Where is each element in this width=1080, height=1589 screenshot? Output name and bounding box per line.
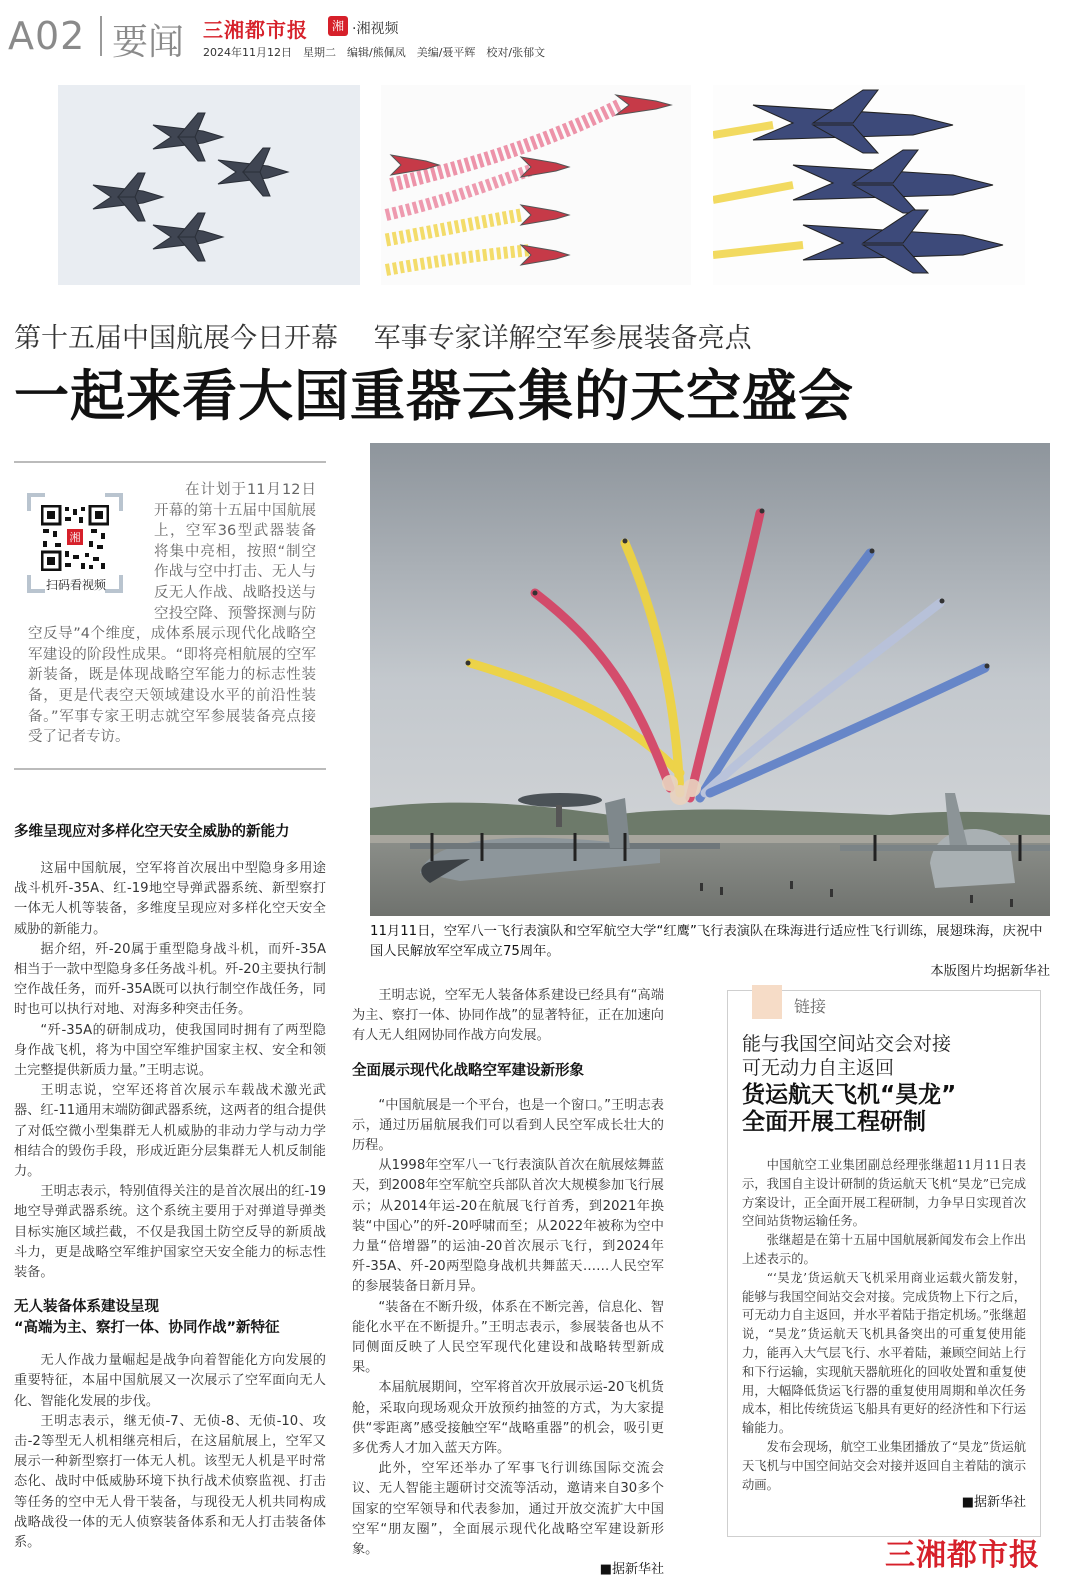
sidebar-headline-line1: 货运航天飞机“昊龙” (742, 1082, 957, 1108)
paragraph: 从1998年空军八一飞行表演队首次在航展炫舞蓝天，到2008年空军航空兵部队首次大规模参加飞行展示；从2014年运-20在航展飞行首秀，到2021年换装“中国心”的歼-20呼啸而至；从2022年被称为空中力量“倍增器”的运油-20首次展示飞行，到2024年歼-35A、歼-20两型隐身战机共舞蓝天……人民空军的参展装备日新月异。 (352, 1158, 664, 1295)
subhead-new-image: 全面展示现代化战略空军建设新形象 (352, 1062, 584, 1079)
subhead-new-capability: 多维呈现应对多样化空天安全威胁的新能力 (14, 824, 290, 840)
intro-paragraph (28, 480, 316, 748)
video-badge-icon: 湘 (328, 16, 348, 36)
video-brand: ·湘视频 (352, 21, 399, 37)
caption-text: 11月11日，空军八一飞行表演队和空军航空大学“红鹰”飞行表演队在珠海进行适应性飞行训练，展翅珠海，庆祝中国人民解放军空军成立75周年。 (370, 924, 1043, 959)
link-tag-icon (752, 985, 782, 1019)
paragraph: 王明志表示，特别值得关注的是首次展出的红-19地空导弹武器系统。这个系统主要用于对弹道导弹类目标实施区域拦截，不仅是我国土防空反导的新质战斗力，更是战略空军维护国家空天安全能力的标志性装备。 (14, 1184, 326, 1281)
page-number: A02 (8, 14, 86, 58)
paragraph: “‘昊龙’货运航天飞机采用商业运载火箭发射，能够与我国空间站交会对接。完成货物上下行之后，可无动力自主返回，并水平着陆于指定机场。”张继超说，“昊龙”货运航天飞机具备突出的可重复使用能力，能再入大气层飞行、水平着陆，兼顾空间站上行和下行运输，实现航天器航班化的回收处置和重复使用，大幅降低货运飞行器的重复使用周期和单次任务成本，相比传统货运飞船具有更好的经济性和下行运输能力。 (742, 1270, 1026, 1436)
headline-kicker: 第十五届中国航展今日开幕 军事专家详解空军参展装备亮点 (14, 323, 752, 354)
paragraph: 中国航空工业集团副总经理张继超11月11日表示，我国自主设计研制的货运航天飞机“昊龙”已完成方案设计，正全面开展工程研制，力争早日实现首次空间站货物运输任务。 (742, 1158, 1026, 1229)
intro-bottom-rule (14, 768, 326, 770)
article-column-1 (14, 822, 326, 1553)
byline: ■据新华社 (599, 1562, 664, 1578)
paragraph: 本届航展期间，空军将首次开放展示运-20飞机货舱，采取向现场观众开放预约抽签的方式，为大家提供“零距离”感受接触空军“战略重器”的机会，吸引更多优秀人才加入蓝天方阵。 (352, 1380, 664, 1457)
main-headline: 一起来看大国重器云集的天空盛会 (14, 364, 855, 428)
paragraph: 王明志说，空军无人装备体系建设已经具有“高端为主、察打一体、协同作战”的显著特征，正在加速向有人无人组网协同作战方向发展。 (352, 988, 664, 1044)
sidebar-kicker-line2: 可无动力自主返回 (742, 1057, 895, 1079)
section-title: 要闻 (112, 22, 185, 63)
paragraph: “装备在不断升级，体系在不断完善，信息化、智能化水平在不断提升。”王明志表示，参展装备也从不同侧面反映了人民空军现代化建设和战略转型新成果。 (352, 1299, 664, 1376)
paragraph: “歼-35A的研制成功，使我国同时拥有了两型隐身作战飞机，将为中国空军维护国家主权、安全和领土完整提供新质力量。”王明志说。 (14, 1022, 326, 1079)
paragraph: 据介绍，歼-20属于重型隐身战斗机，而歼-35A相当于一款中型隐身多任务战斗机。歼-20主要执行制空作战任务，而歼-35A既可以执行制空作战任务，同时也可以执行对地、对海多种突击任务。 (14, 941, 326, 1018)
paper-logo: 三湘都市报 (203, 18, 308, 42)
sidebar-kicker (742, 1032, 951, 1080)
paragraph: 无人作战力量崛起是战争向着智能化方向发展的重要特征，本届中国航展又一次展示了空军面向无人化、智能化发展的步伐。 (14, 1353, 326, 1409)
sidebar-byline: ■据新华社 (961, 1495, 1026, 1511)
sidebar-tag: 链接 (794, 997, 827, 1016)
photo-j10-jets-smoke (713, 85, 1025, 285)
photo-trainer-jets-smoke (381, 85, 691, 285)
paragraph: 张继超是在第十五届中国航展新闻发布会上作出上述表示的。 (742, 1233, 1026, 1266)
paragraph: “中国航展是一个平台，也是一个窗口。”王明志表示，通过历届航展我们可以看到人民空军成长壮大的历程。 (352, 1097, 664, 1154)
paragraph: 此外，空军还举办了军事飞行训练国际交流会议、无人智能主题研讨交流等活动，邀请来自30多个国家的空军领导和代表参加，通过开放交流扩大中国空军“朋友圈”，全面展示现代化战略空军建设新形象。 (352, 1461, 664, 1558)
photo-caption (370, 922, 1050, 982)
intro-text: 在计划于11月12日开幕的第十五届中国航展上，空军36型武器装备将集中亮相，按照“制空作战与空中打击、无人与反无人作战、战略投送与空投空降、预警探测与防空反导”4个维度，成体系展示现代化战略空军建设的阶段性成果。“即将亮相航展的空军新装备，既是体现战略空军能力的标志性装备，更是代表空天领域建设水平的前沿性装备。”军事专家王明志就空军参展装备亮点接受了记者专访。 (28, 482, 316, 746)
subhead-unmanned-line2: “高端为主、察打一体、协同作战”新特征 (14, 1320, 280, 1337)
article-column-2 (352, 986, 664, 1580)
qr-label: 扫码看视频 (45, 578, 106, 592)
photo-jets-formation (58, 85, 360, 285)
paragraph: 王明志表示，继无侦-7、无侦-8、无侦-10、攻击-2等型无人机相继亮相后，在这届航展上，空军又展示一种新型察打一体无人机。该型无人机是平时常态化、战时中低威胁环境下执行战术侦察监视、打击等任务的空中无人骨干装备，与现役无人机共同构成战略战役一体的无人侦察装备体系和无人打击装备体系。 (14, 1413, 326, 1551)
sidebar-headline-line2: 全面开展工程研制 (742, 1109, 926, 1135)
header-divider (100, 16, 102, 56)
sidebar-body (742, 1156, 1026, 1513)
issue-info: 2024年11月12日 星期二 编辑/熊佩凤 美编/聂平辉 校对/张郁文 (203, 46, 546, 59)
intro-top-rule (14, 461, 326, 463)
paragraph: 发布会现场，航空工业集团播放了“昊龙”货运航天飞机与中国空间站交会对接并返回自主着陆的演示动画。 (742, 1439, 1026, 1492)
paragraph: 王明志说，空军还将首次展示车载战术激光武器、红-11通用末端防御武器系统，这两者的组合提供了对低空微小型集群无人机威胁的非动力学与动力学相结合的毁伤手段，形成近距分层集群无人机反制能力。 (14, 1083, 326, 1180)
footer-logo: 三湘都市报 (885, 1538, 1040, 1573)
sidebar-headline (742, 1082, 956, 1136)
subhead-unmanned-line1: 无人装备体系建设呈现 (14, 1299, 159, 1316)
svg-text:湘: 湘 (69, 531, 81, 544)
sidebar-kicker-line1: 能与我国空间站交会对接 (742, 1033, 952, 1055)
photo-credit: 本版图片均据新华社 (930, 964, 1050, 979)
paragraph: 这届中国航展，空军将首次展出中型隐身多用途战斗机歼-35A、红-19地空导弹武器系统、新型察打一体无人机等装备，多维度呈现应对多样化空天安全威胁的新能力。 (14, 861, 326, 937)
photo-aerobatic-display (370, 443, 1050, 916)
